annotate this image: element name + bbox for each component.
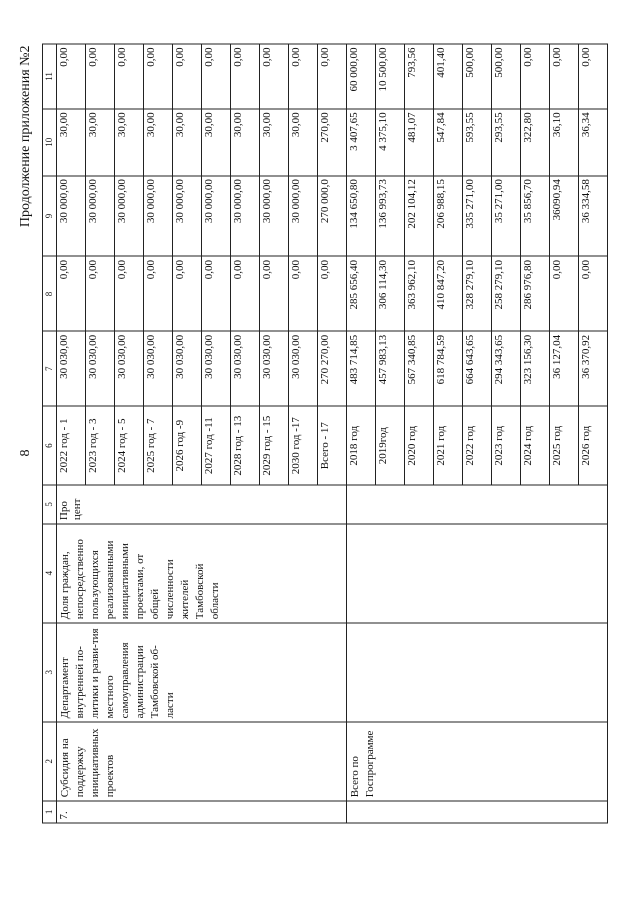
value-cell: 30 000,00 [289, 175, 318, 256]
value-cell: 793,56 [405, 44, 434, 109]
total-label: Всего по Госпрограмме [347, 721, 608, 800]
value-cell: 457 983,13 [376, 331, 405, 406]
value-cell: 30 030,00 [57, 331, 86, 406]
value-cell: 30 030,00 [173, 331, 202, 406]
value-cell: 134 650,80 [347, 175, 376, 256]
value-cell: 270 000,0 [318, 175, 347, 256]
value-cell: 401,40 [434, 44, 463, 109]
value-cell: 30,00 [86, 108, 115, 175]
value-cell: 0,00 [115, 44, 144, 109]
value-cell: 0,00 [173, 44, 202, 109]
value-cell: 0,00 [231, 256, 260, 331]
total-unit-cell [347, 485, 608, 523]
period-cell: 2024 год - 5 [115, 406, 144, 485]
period-cell: 2020 год [405, 406, 434, 485]
value-cell: 36,10 [550, 108, 579, 175]
value-cell: 4 375,10 [376, 108, 405, 175]
value-cell: 30 030,00 [202, 331, 231, 406]
value-cell: 294 343,65 [492, 331, 521, 406]
column-number-row [43, 44, 57, 823]
page-number: 8 [18, 449, 33, 456]
value-cell: 0,00 [173, 256, 202, 331]
value-cell: 500,00 [463, 44, 492, 109]
value-cell: 0,00 [521, 44, 550, 109]
value-cell: 293,55 [492, 108, 521, 175]
value-cell: 30 030,00 [260, 331, 289, 406]
value-cell: 483 714,85 [347, 331, 376, 406]
period-cell: 2029 год - 15 [260, 406, 289, 485]
value-cell: 30 030,00 [231, 331, 260, 406]
period-cell: 2027 год -11 [202, 406, 231, 485]
value-cell: 0,00 [144, 44, 173, 109]
period-cell: 2023 год [492, 406, 521, 485]
budget-table [42, 43, 608, 823]
value-cell: 30,00 [115, 108, 144, 175]
value-cell: 35 271,00 [492, 175, 521, 256]
value-cell: 0,00 [86, 44, 115, 109]
value-cell: 36 334,58 [579, 175, 608, 256]
value-cell: 286 976,80 [521, 256, 550, 331]
value-cell: 30 000,00 [144, 175, 173, 256]
value-cell: 363 962,10 [405, 256, 434, 331]
column-number: 11 [43, 44, 57, 109]
value-cell: 0,00 [144, 256, 173, 331]
total-indicator-cell [347, 523, 608, 622]
value-cell: 36,34 [579, 108, 608, 175]
value-cell: 0,00 [550, 256, 579, 331]
period-cell: 2025 год - 7 [144, 406, 173, 485]
value-cell: 10 500,00 [376, 44, 405, 109]
value-cell: 36 127,04 [550, 331, 579, 406]
value-cell: 0,00 [579, 256, 608, 331]
value-cell: 30 030,00 [115, 331, 144, 406]
value-cell: 36 370,92 [579, 331, 608, 406]
value-cell: 410 847,20 [434, 256, 463, 331]
column-number: 8 [43, 256, 57, 331]
value-cell: 136 993,73 [376, 175, 405, 256]
value-cell: 0,00 [318, 44, 347, 109]
value-cell: 547,84 [434, 108, 463, 175]
column-number: 9 [43, 175, 57, 256]
value-cell: 30,00 [289, 108, 318, 175]
value-cell: 206 988,15 [434, 175, 463, 256]
period-cell: 2019год [376, 406, 405, 485]
value-cell: 306 114,30 [376, 256, 405, 331]
total-executor-cell [347, 622, 608, 721]
value-cell: 30 030,00 [144, 331, 173, 406]
value-cell: 0,00 [550, 44, 579, 109]
period-cell: 2018 год [347, 406, 376, 485]
value-cell: 593,55 [463, 108, 492, 175]
value-cell: 0,00 [115, 256, 144, 331]
value-cell: 30 030,00 [289, 331, 318, 406]
value-cell: 285 656,40 [347, 256, 376, 331]
period-cell: 2025 год [550, 406, 579, 485]
value-cell: 500,00 [492, 44, 521, 109]
period-cell: Всего - 17 [318, 406, 347, 485]
value-cell: 0,00 [289, 44, 318, 109]
column-number: 1 [43, 800, 57, 822]
value-cell: 0,00 [57, 256, 86, 331]
value-cell: 30 000,00 [202, 175, 231, 256]
value-cell: 323 156,30 [521, 331, 550, 406]
column-number: 6 [43, 406, 57, 485]
value-cell: 618 784,59 [434, 331, 463, 406]
value-cell: 0,00 [260, 44, 289, 109]
value-cell: 30,00 [57, 108, 86, 175]
value-cell: 0,00 [231, 44, 260, 109]
column-number: 4 [43, 523, 57, 622]
value-cell: 335 271,00 [463, 175, 492, 256]
item-number: 7. [57, 800, 347, 822]
period-cell: 2021 год [434, 406, 463, 485]
period-cell: 2026 год -9 [173, 406, 202, 485]
value-cell: 0,00 [57, 44, 86, 109]
value-cell: 0,00 [289, 256, 318, 331]
value-cell: 35 856,70 [521, 175, 550, 256]
value-cell: 270 270,00 [318, 331, 347, 406]
value-cell: 0,00 [579, 44, 608, 109]
value-cell: 30 000,00 [115, 175, 144, 256]
period-cell: 2023 год - 3 [86, 406, 115, 485]
table-row [57, 44, 86, 823]
value-cell: 258 279,10 [492, 256, 521, 331]
value-cell: 0,00 [202, 256, 231, 331]
value-cell: 30,00 [202, 108, 231, 175]
value-cell: 36090,94 [550, 175, 579, 256]
column-number: 10 [43, 108, 57, 175]
value-cell: 60 000,00 [347, 44, 376, 109]
value-cell: 0,00 [260, 256, 289, 331]
value-cell: 30 000,00 [86, 175, 115, 256]
indicator: Доля граждан, непосредственно пользующихся реализованными инициативными проектами, от общей численности жителей Тамбовской области [57, 523, 347, 622]
column-number: 3 [43, 622, 57, 721]
value-cell: 30,00 [173, 108, 202, 175]
value-cell: 322,80 [521, 108, 550, 175]
value-cell: 202 104,12 [405, 175, 434, 256]
period-cell: 2030 год -17 [289, 406, 318, 485]
column-number: 2 [43, 721, 57, 800]
unit: Про цент [57, 485, 347, 523]
period-cell: 2024 год [521, 406, 550, 485]
period-cell: 2022 год [463, 406, 492, 485]
value-cell: 0,00 [318, 256, 347, 331]
period-cell: 2022 год - 1 [57, 406, 86, 485]
measure-name: Субсидия на поддержку инициативных проектов [57, 721, 347, 800]
value-cell: 30 000,00 [231, 175, 260, 256]
value-cell: 30,00 [144, 108, 173, 175]
value-cell: 664 643,65 [463, 331, 492, 406]
value-cell: 30,00 [260, 108, 289, 175]
value-cell: 328 279,10 [463, 256, 492, 331]
period-cell: 2026 год [579, 406, 608, 485]
column-number: 7 [43, 331, 57, 406]
value-cell: 30 000,00 [173, 175, 202, 256]
value-cell: 270,00 [318, 108, 347, 175]
value-cell: 567 340,85 [405, 331, 434, 406]
value-cell: 0,00 [202, 44, 231, 109]
value-cell: 30 000,00 [260, 175, 289, 256]
column-number: 5 [43, 485, 57, 523]
value-cell: 481,07 [405, 108, 434, 175]
total-number-cell [347, 800, 608, 822]
table-row [347, 44, 376, 823]
value-cell: 30 000,00 [57, 175, 86, 256]
value-cell: 3 407,65 [347, 108, 376, 175]
value-cell: 30,00 [231, 108, 260, 175]
value-cell: 0,00 [86, 256, 115, 331]
executor: Департамент внутренней по-литики и разви-тия местного самоуправления администрации Тамбовской об-ласти [57, 622, 347, 721]
value-cell: 30 030,00 [86, 331, 115, 406]
period-cell: 2028 год - 13 [231, 406, 260, 485]
appendix-caption: Продолжение приложения №2 [18, 45, 33, 227]
